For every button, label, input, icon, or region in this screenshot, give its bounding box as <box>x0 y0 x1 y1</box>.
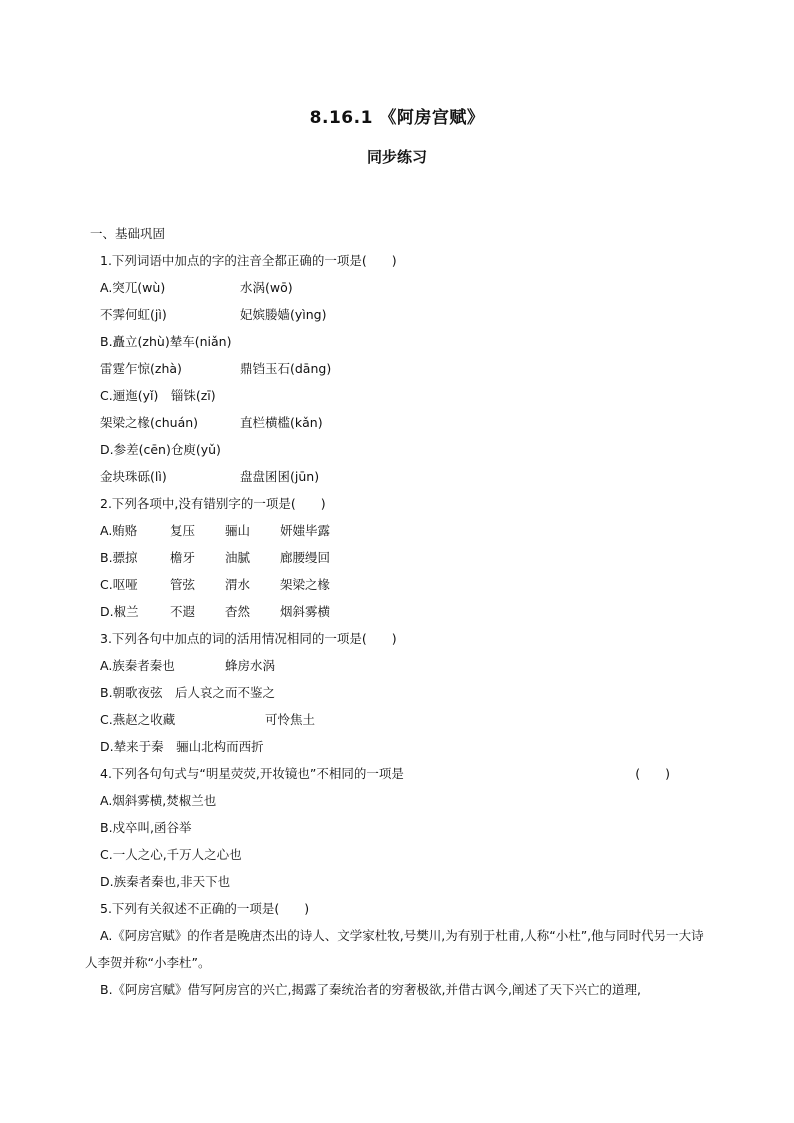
q4-option: B.戍卒叫,函谷举 <box>100 820 192 835</box>
q4-stem-text: 4.下列各句句式与“明星荧荧,开妆镜也”不相同的一项是 <box>100 766 404 781</box>
q3-b-1: B.朝歌夜弦 后人哀之而不鉴之 <box>100 685 276 700</box>
q3-c-2: 可怜焦土 <box>265 712 316 727</box>
q1-row-0-a: A.突兀(wù) <box>100 280 166 295</box>
q2-d-1: D.椒兰 <box>100 604 139 619</box>
q1-row-1-a: 不霁何虹(jì) <box>100 307 167 322</box>
question-2-stem: 2.下列各项中,没有错别字的一项是( ) <box>100 496 326 511</box>
q1-row <box>100 355 710 382</box>
q2-d-4: 烟斜雾横 <box>280 604 331 619</box>
q2-row <box>100 598 710 625</box>
document-subtitle: 同步练习 <box>366 148 427 166</box>
section-heading: 一、基础巩固 <box>90 226 166 241</box>
q4-option: A.烟斜雾横,焚椒兰也 <box>100 793 217 808</box>
q2-row <box>100 571 710 598</box>
q4-answer-bracket: ( ) <box>635 766 670 781</box>
q1-row-5-a: 架梁之椽(chuán) <box>100 415 199 430</box>
q2-a-1: A.贿赂 <box>100 523 138 538</box>
q1-row-3-a: 雷霆乍惊(zhà) <box>100 361 182 376</box>
q3-row <box>100 652 710 679</box>
q3-row <box>100 706 710 733</box>
q3-a-2: 蜂房水涡 <box>225 658 276 673</box>
q2-a-2: 复压 <box>170 523 196 538</box>
q1-row-4-a: C.逦迤(yǐ) 锱铢(zī) <box>100 388 216 403</box>
question-4-stem <box>100 760 710 787</box>
q1-row-3-b: 鼎铛玉石(dāng) <box>240 361 332 376</box>
q5-option-b: B.《阿房宫赋》借写阿房宫的兴亡,揭露了秦统治者的穷奢极欲,并借古讽今,阐述了天下兴亡的道理, <box>100 982 641 997</box>
q2-d-2: 不遐 <box>170 604 196 619</box>
q4-option: C.一人之心,千万人之心也 <box>100 847 242 862</box>
q1-row-6-a: D.参差(cēn)仓庾(yǔ) <box>100 442 221 457</box>
q1-row <box>100 436 710 463</box>
q1-row <box>100 409 710 436</box>
q2-b-4: 廊腰缦回 <box>280 550 331 565</box>
q1-row-5-b: 直栏横槛(kǎn) <box>240 415 323 430</box>
q2-c-4: 架梁之椽 <box>280 577 331 592</box>
q2-c-1: C.呕哑 <box>100 577 138 592</box>
q1-row <box>100 328 710 355</box>
q2-c-3: 渭水 <box>225 577 251 592</box>
q2-c-2: 管弦 <box>170 577 196 592</box>
q5-option-a: A.《阿房宫赋》的作者是晚唐杰出的诗人、文学家杜牧,号樊川,为有别于杜甫,人称“小杜”,他与同时代另一大诗人李贺并称“小李杜”。 <box>85 928 704 970</box>
q1-row-2-a: B.矗立(zhù)辇车(niǎn) <box>100 334 232 349</box>
q2-d-3: 杳然 <box>225 604 251 619</box>
q2-b-1: B.骠掠 <box>100 550 138 565</box>
q1-row-1-b: 妃嫔媵嫱(yìng) <box>240 307 327 322</box>
question-3-stem: 3.下列各句中加点的词的活用情况相同的一项是( ) <box>100 631 397 646</box>
question-1-stem: 1.下列词语中加点的字的注音全都正确的一项是( ) <box>100 253 397 268</box>
q3-row <box>100 679 710 706</box>
q1-row-7-b: 盘盘囷囷(jūn) <box>240 469 320 484</box>
q2-a-3: 骊山 <box>225 523 251 538</box>
q1-row <box>100 463 710 490</box>
q3-a-1: A.族秦者秦也 <box>100 658 175 673</box>
q1-row-7-a: 金块珠砾(lì) <box>100 469 167 484</box>
document-title: 8.16.1 《阿房宫赋》 <box>309 108 485 128</box>
q1-row-0-b: 水涡(wō) <box>240 280 293 295</box>
q3-c-1: C.燕赵之收藏 <box>100 712 176 727</box>
q1-row <box>100 301 710 328</box>
q2-a-4: 妍媸毕露 <box>280 523 331 538</box>
q2-row <box>100 544 710 571</box>
q2-row <box>100 517 710 544</box>
q2-b-2: 檐牙 <box>170 550 196 565</box>
q1-row <box>100 382 710 409</box>
q2-b-3: 油腻 <box>225 550 251 565</box>
q1-row <box>100 274 710 301</box>
q3-d-1: D.辇来于秦 骊山北构而西折 <box>100 739 264 754</box>
q3-row <box>100 733 710 760</box>
question-5-stem: 5.下列有关叙述不正确的一项是( ) <box>100 901 310 916</box>
exercise-body <box>85 220 710 1003</box>
q4-option: D.族秦者秦也,非天下也 <box>100 874 231 889</box>
